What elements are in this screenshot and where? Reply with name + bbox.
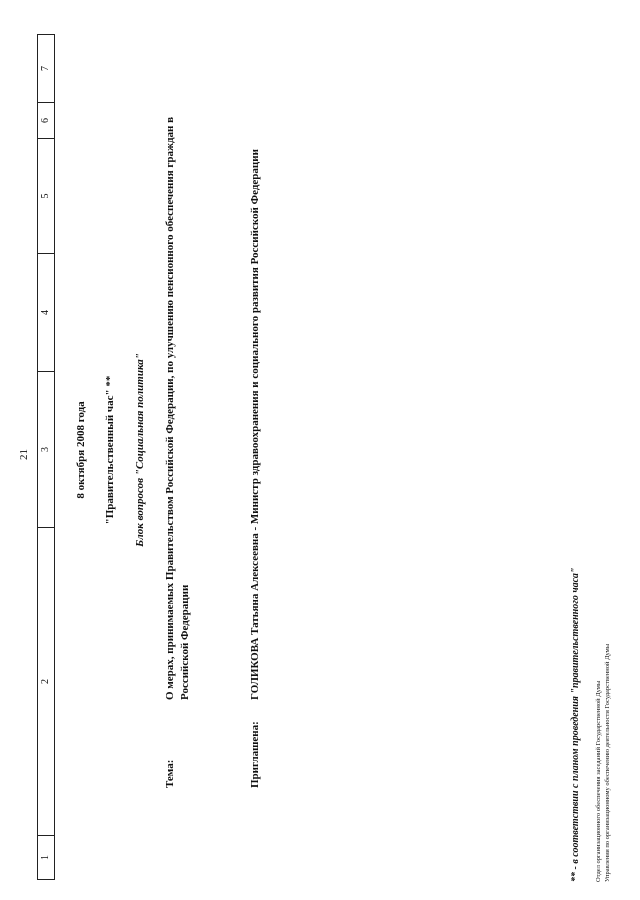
column-header-cell: 4 bbox=[38, 253, 54, 371]
column-header-cell: 3 bbox=[38, 371, 54, 527]
column-header-cell: 6 bbox=[38, 102, 54, 138]
invited-text: ГОЛИКОВА Татьяна Алексеевна - Министр здравоохранения и социального развития Российской Федерации bbox=[249, 149, 261, 700]
question-block-title: Блок вопросов "Социальная политика" bbox=[134, 353, 146, 547]
invited-label: Приглашена: bbox=[249, 721, 261, 788]
column-header-cell: 1 bbox=[38, 835, 54, 879]
government-hour-title: "Правительственный час" ** bbox=[104, 375, 116, 525]
column-header-cell: 7 bbox=[40, 66, 51, 71]
page-number: 21 bbox=[18, 449, 30, 460]
topic-label: Тема: bbox=[164, 759, 176, 788]
topic-row bbox=[163, 100, 193, 788]
session-date: 8 октября 2008 года bbox=[75, 401, 87, 499]
department-line: Отдел организационного обеспечения заседаний Государственной Думы bbox=[595, 680, 602, 882]
topic-text: О мерах, принимаемых Правительством Российской Федерации, по улучшению пенсионного обеспечения граждан в Российской Федерации bbox=[164, 116, 191, 700]
column-header-cell: 2 bbox=[38, 527, 54, 835]
directorate-line: Управления по организационному обеспечению деятельности Государственной Думы bbox=[604, 643, 611, 882]
invited-row bbox=[248, 100, 263, 788]
column-header-cell: 5 bbox=[38, 138, 54, 253]
column-number-header bbox=[37, 34, 55, 880]
footnote: ** - в соответствии с планом проведения "правительственного часа" bbox=[570, 567, 581, 882]
